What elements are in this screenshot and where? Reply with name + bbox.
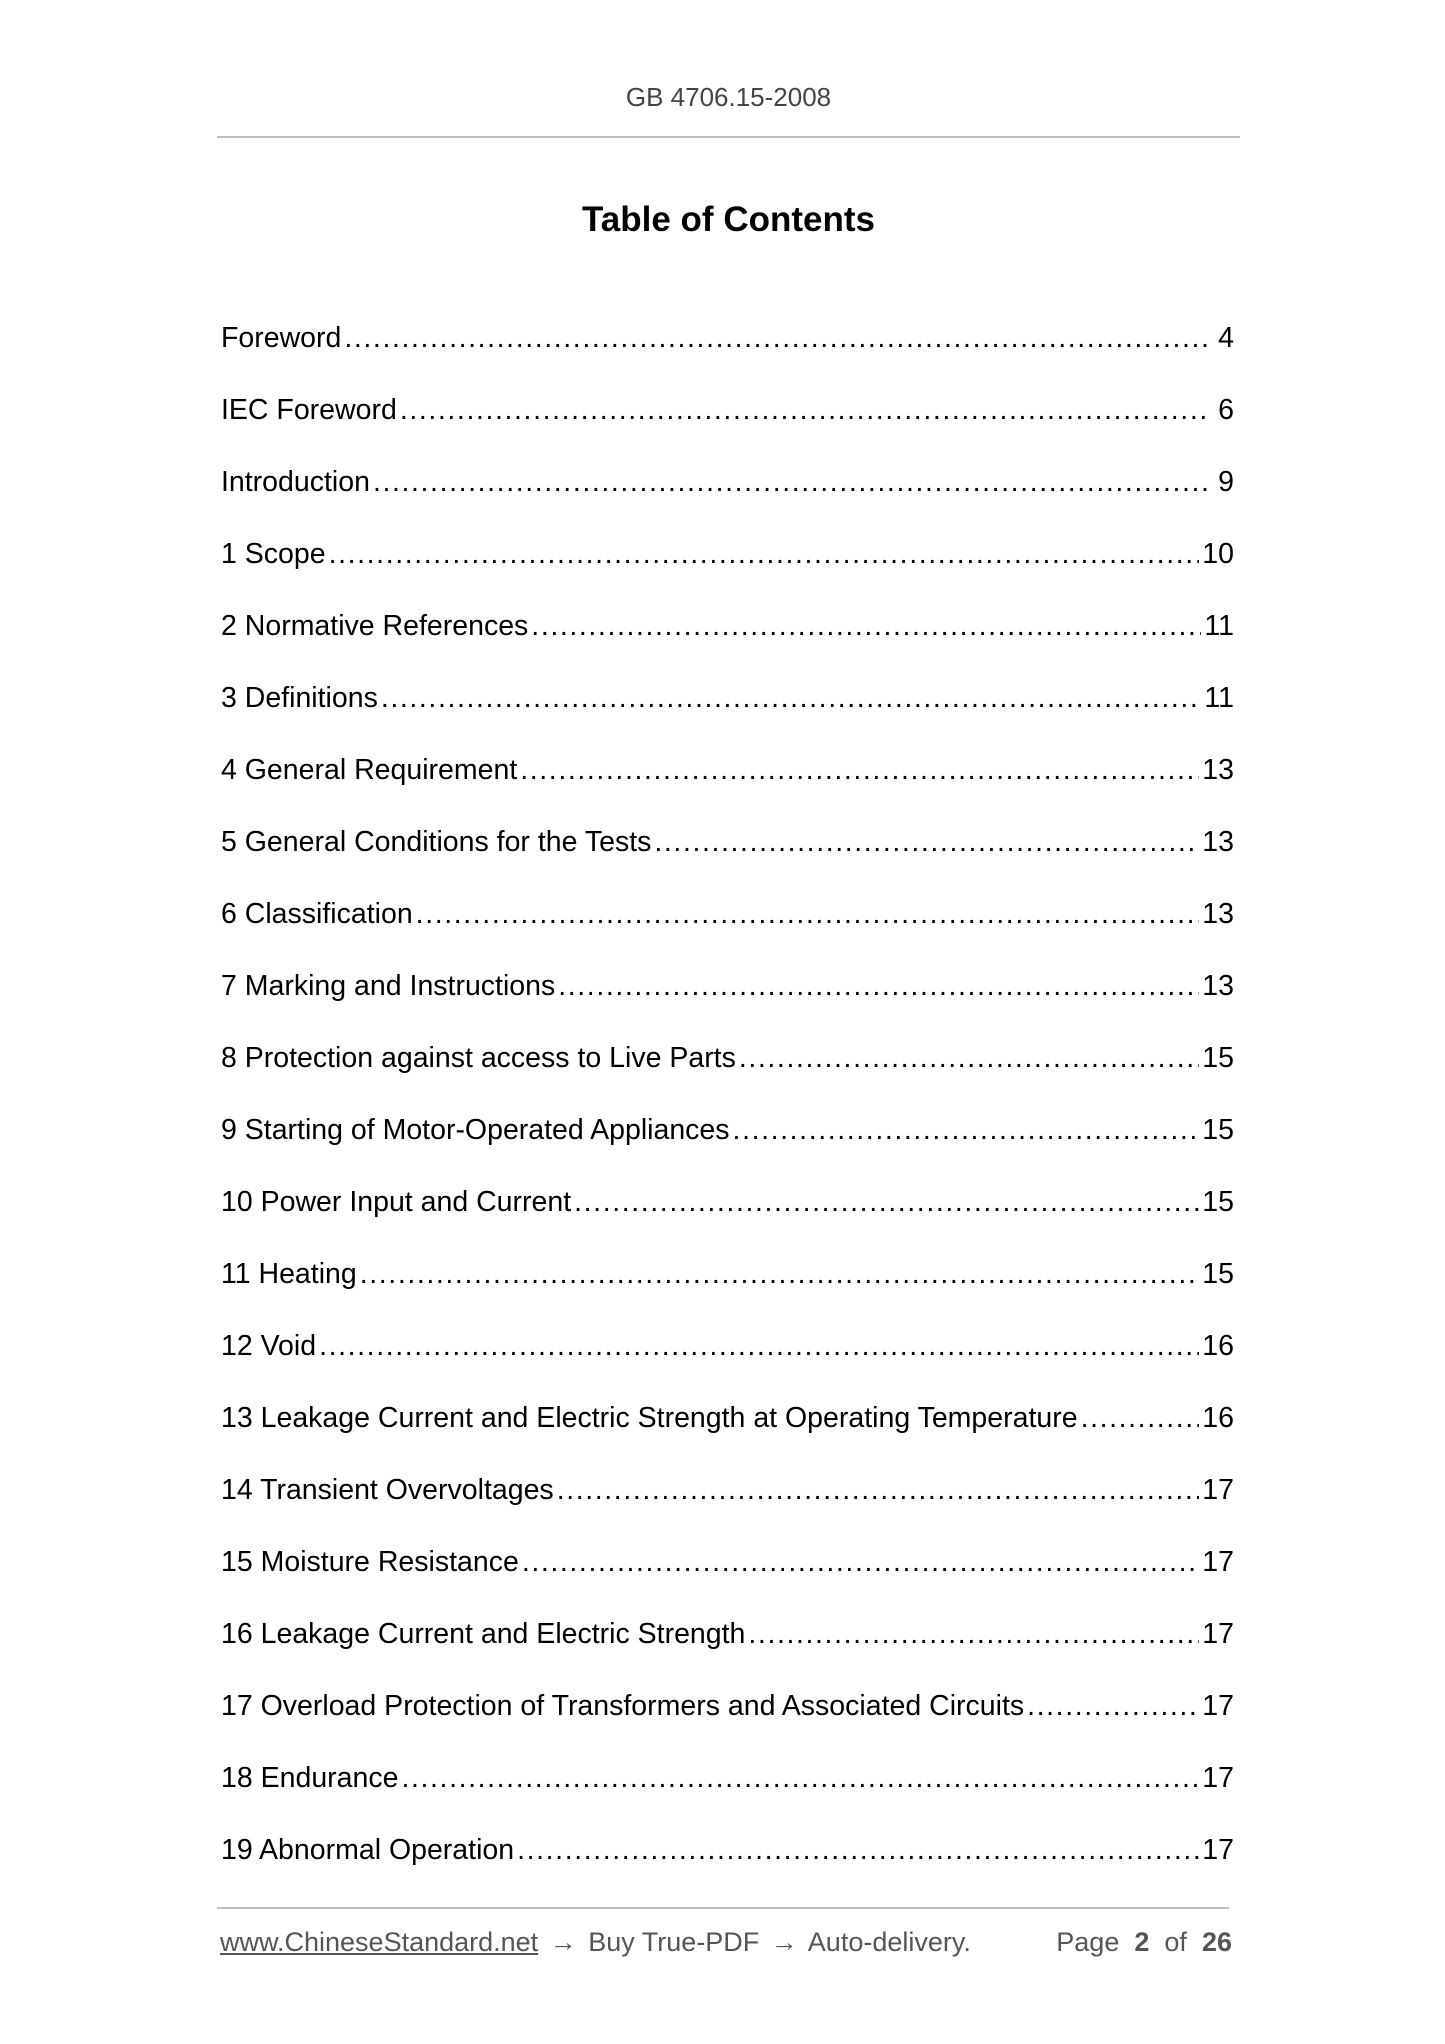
arrow-right-icon: →: [549, 1927, 577, 1957]
toc-leader-dots: [748, 1614, 1199, 1654]
toc-entry-page: 15: [1202, 1042, 1234, 1074]
toc-leader-dots: [344, 318, 1211, 358]
footer-divider: [217, 1907, 1229, 1909]
toc-entry-label: 15 Moisture Resistance: [221, 1546, 519, 1578]
current-page-number: 2: [1134, 1927, 1150, 1957]
page-indicator: [1056, 1927, 1232, 1958]
toc-title: Table of Contents: [582, 200, 875, 239]
toc-entry-page: 13: [1202, 898, 1234, 930]
toc-leader-dots: [329, 534, 1200, 574]
toc-entry-page: 6: [1218, 394, 1234, 426]
toc-entry-label: 16 Leakage Current and Electric Strength: [221, 1618, 746, 1650]
toc-entry[interactable]: [221, 1110, 1234, 1182]
toc-entry-page: 10: [1202, 538, 1234, 570]
toc-entry-label: 1 Scope: [221, 538, 326, 570]
toc-entry-page: 17: [1202, 1690, 1234, 1722]
toc-entry-label: 6 Classification: [221, 898, 413, 930]
toc-entry-label: 3 Definitions: [221, 682, 378, 714]
toc-entry-label: 19 Abnormal Operation: [221, 1834, 515, 1866]
toc-leader-dots: [1081, 1398, 1200, 1438]
toc-entry[interactable]: [221, 606, 1234, 678]
toc-entry[interactable]: [221, 1470, 1234, 1542]
arrow-right-icon: →: [770, 1927, 798, 1957]
toc-entry[interactable]: [221, 894, 1234, 966]
toc-entry[interactable]: [221, 966, 1234, 1038]
toc-entry-label: 14 Transient Overvoltages: [221, 1474, 554, 1506]
toc-entry-page: 4: [1218, 322, 1234, 354]
toc-entry[interactable]: [221, 1758, 1234, 1830]
toc-entry[interactable]: [221, 1830, 1234, 1902]
toc-entry-label: 2 Normative References: [221, 610, 529, 642]
toc-entry[interactable]: [221, 1326, 1234, 1398]
toc-entry-page: 16: [1202, 1330, 1234, 1362]
toc-leader-dots: [416, 894, 1200, 934]
toc-entry-label: 8 Protection against access to Live Parts: [221, 1042, 736, 1074]
header-divider: [217, 136, 1240, 138]
toc-entry[interactable]: [221, 318, 1234, 390]
toc-entry-label: 13 Leakage Current and Electric Strength at Operating Temperature: [221, 1402, 1078, 1434]
toc-entry-page: 15: [1202, 1186, 1234, 1218]
toc-leader-dots: [1027, 1686, 1199, 1726]
toc-leader-dots: [522, 1542, 1199, 1582]
toc-entry[interactable]: [221, 390, 1234, 462]
toc-entry-label: 11 Heating: [221, 1258, 357, 1290]
document-id-header: GB 4706.15-2008: [625, 82, 832, 112]
toc-entry-label: 4 General Requirement: [221, 754, 518, 786]
toc-entry[interactable]: [221, 1254, 1234, 1326]
toc-leader-dots: [319, 1326, 1199, 1366]
toc-entry[interactable]: [221, 1182, 1234, 1254]
toc-leader-dots: [574, 1182, 1199, 1222]
toc-entry-page: 17: [1202, 1474, 1234, 1506]
toc-entry-label: 9 Starting of Motor-Operated Appliances: [221, 1114, 730, 1146]
toc-entry-label: 18 Endurance: [221, 1762, 399, 1794]
toc-leader-dots: [531, 606, 1201, 646]
page-word: Page: [1056, 1927, 1120, 1957]
toc-leader-dots: [381, 678, 1202, 718]
toc-entry-label: Foreword: [221, 322, 342, 354]
toc-entry-label: 5 General Conditions for the Tests: [221, 826, 652, 858]
toc-leader-dots: [400, 390, 1211, 430]
delivery-text: Auto-delivery.: [807, 1927, 971, 1957]
toc-entry[interactable]: [221, 534, 1234, 606]
toc-entry[interactable]: [221, 1686, 1234, 1758]
toc-entry-page: 17: [1202, 1834, 1234, 1866]
toc-entry-label: 7 Marking and Instructions: [221, 970, 556, 1002]
toc-entry[interactable]: [221, 822, 1234, 894]
toc-leader-dots: [557, 1470, 1200, 1510]
toc-entry-page: 15: [1202, 1258, 1234, 1290]
toc-entry[interactable]: [221, 1614, 1234, 1686]
toc-leader-dots: [517, 1830, 1199, 1870]
toc-entry-page: 13: [1202, 970, 1234, 1002]
toc-list: [221, 318, 1234, 1902]
toc-entry-page: 11: [1204, 682, 1234, 714]
toc-entry-label: IEC Foreword: [221, 394, 397, 426]
toc-entry-page: 11: [1204, 610, 1234, 642]
toc-entry-page: 16: [1202, 1402, 1234, 1434]
toc-leader-dots: [520, 750, 1199, 790]
toc-leader-dots: [401, 1758, 1199, 1798]
of-word: of: [1164, 1927, 1187, 1957]
toc-entry[interactable]: [221, 678, 1234, 750]
toc-entry-label: 12 Void: [221, 1330, 317, 1362]
toc-leader-dots: [558, 966, 1199, 1006]
toc-entry-page: 17: [1202, 1618, 1234, 1650]
toc-entry-page: 17: [1202, 1762, 1234, 1794]
toc-entry[interactable]: [221, 750, 1234, 822]
toc-entry-page: 13: [1202, 754, 1234, 786]
toc-entry-label: 10 Power Input and Current: [221, 1186, 572, 1218]
toc-entry-label: Introduction: [221, 466, 370, 498]
toc-leader-dots: [373, 462, 1211, 502]
toc-leader-dots: [733, 1110, 1200, 1150]
buy-text: Buy True-PDF: [588, 1927, 760, 1957]
footer: [220, 1927, 1232, 1967]
toc-leader-dots: [360, 1254, 1200, 1294]
toc-leader-dots: [739, 1038, 1199, 1078]
toc-entry-page: 9: [1218, 466, 1234, 498]
toc-entry[interactable]: [221, 1398, 1234, 1470]
website-link[interactable]: www.ChineseStandard.net: [220, 1927, 539, 1957]
toc-entry-page: 13: [1202, 826, 1234, 858]
toc-entry-page: 15: [1202, 1114, 1234, 1146]
toc-entry-label: 17 Overload Protection of Transformers and Associated Circuits: [221, 1690, 1025, 1722]
toc-entry-page: 17: [1202, 1546, 1234, 1578]
toc-leader-dots: [654, 822, 1199, 862]
total-page-count: 26: [1201, 1927, 1232, 1957]
toc-entry[interactable]: [221, 1038, 1234, 1110]
toc-entry[interactable]: [221, 1542, 1234, 1614]
footer-promo: [220, 1927, 971, 1958]
toc-entry[interactable]: [221, 462, 1234, 534]
